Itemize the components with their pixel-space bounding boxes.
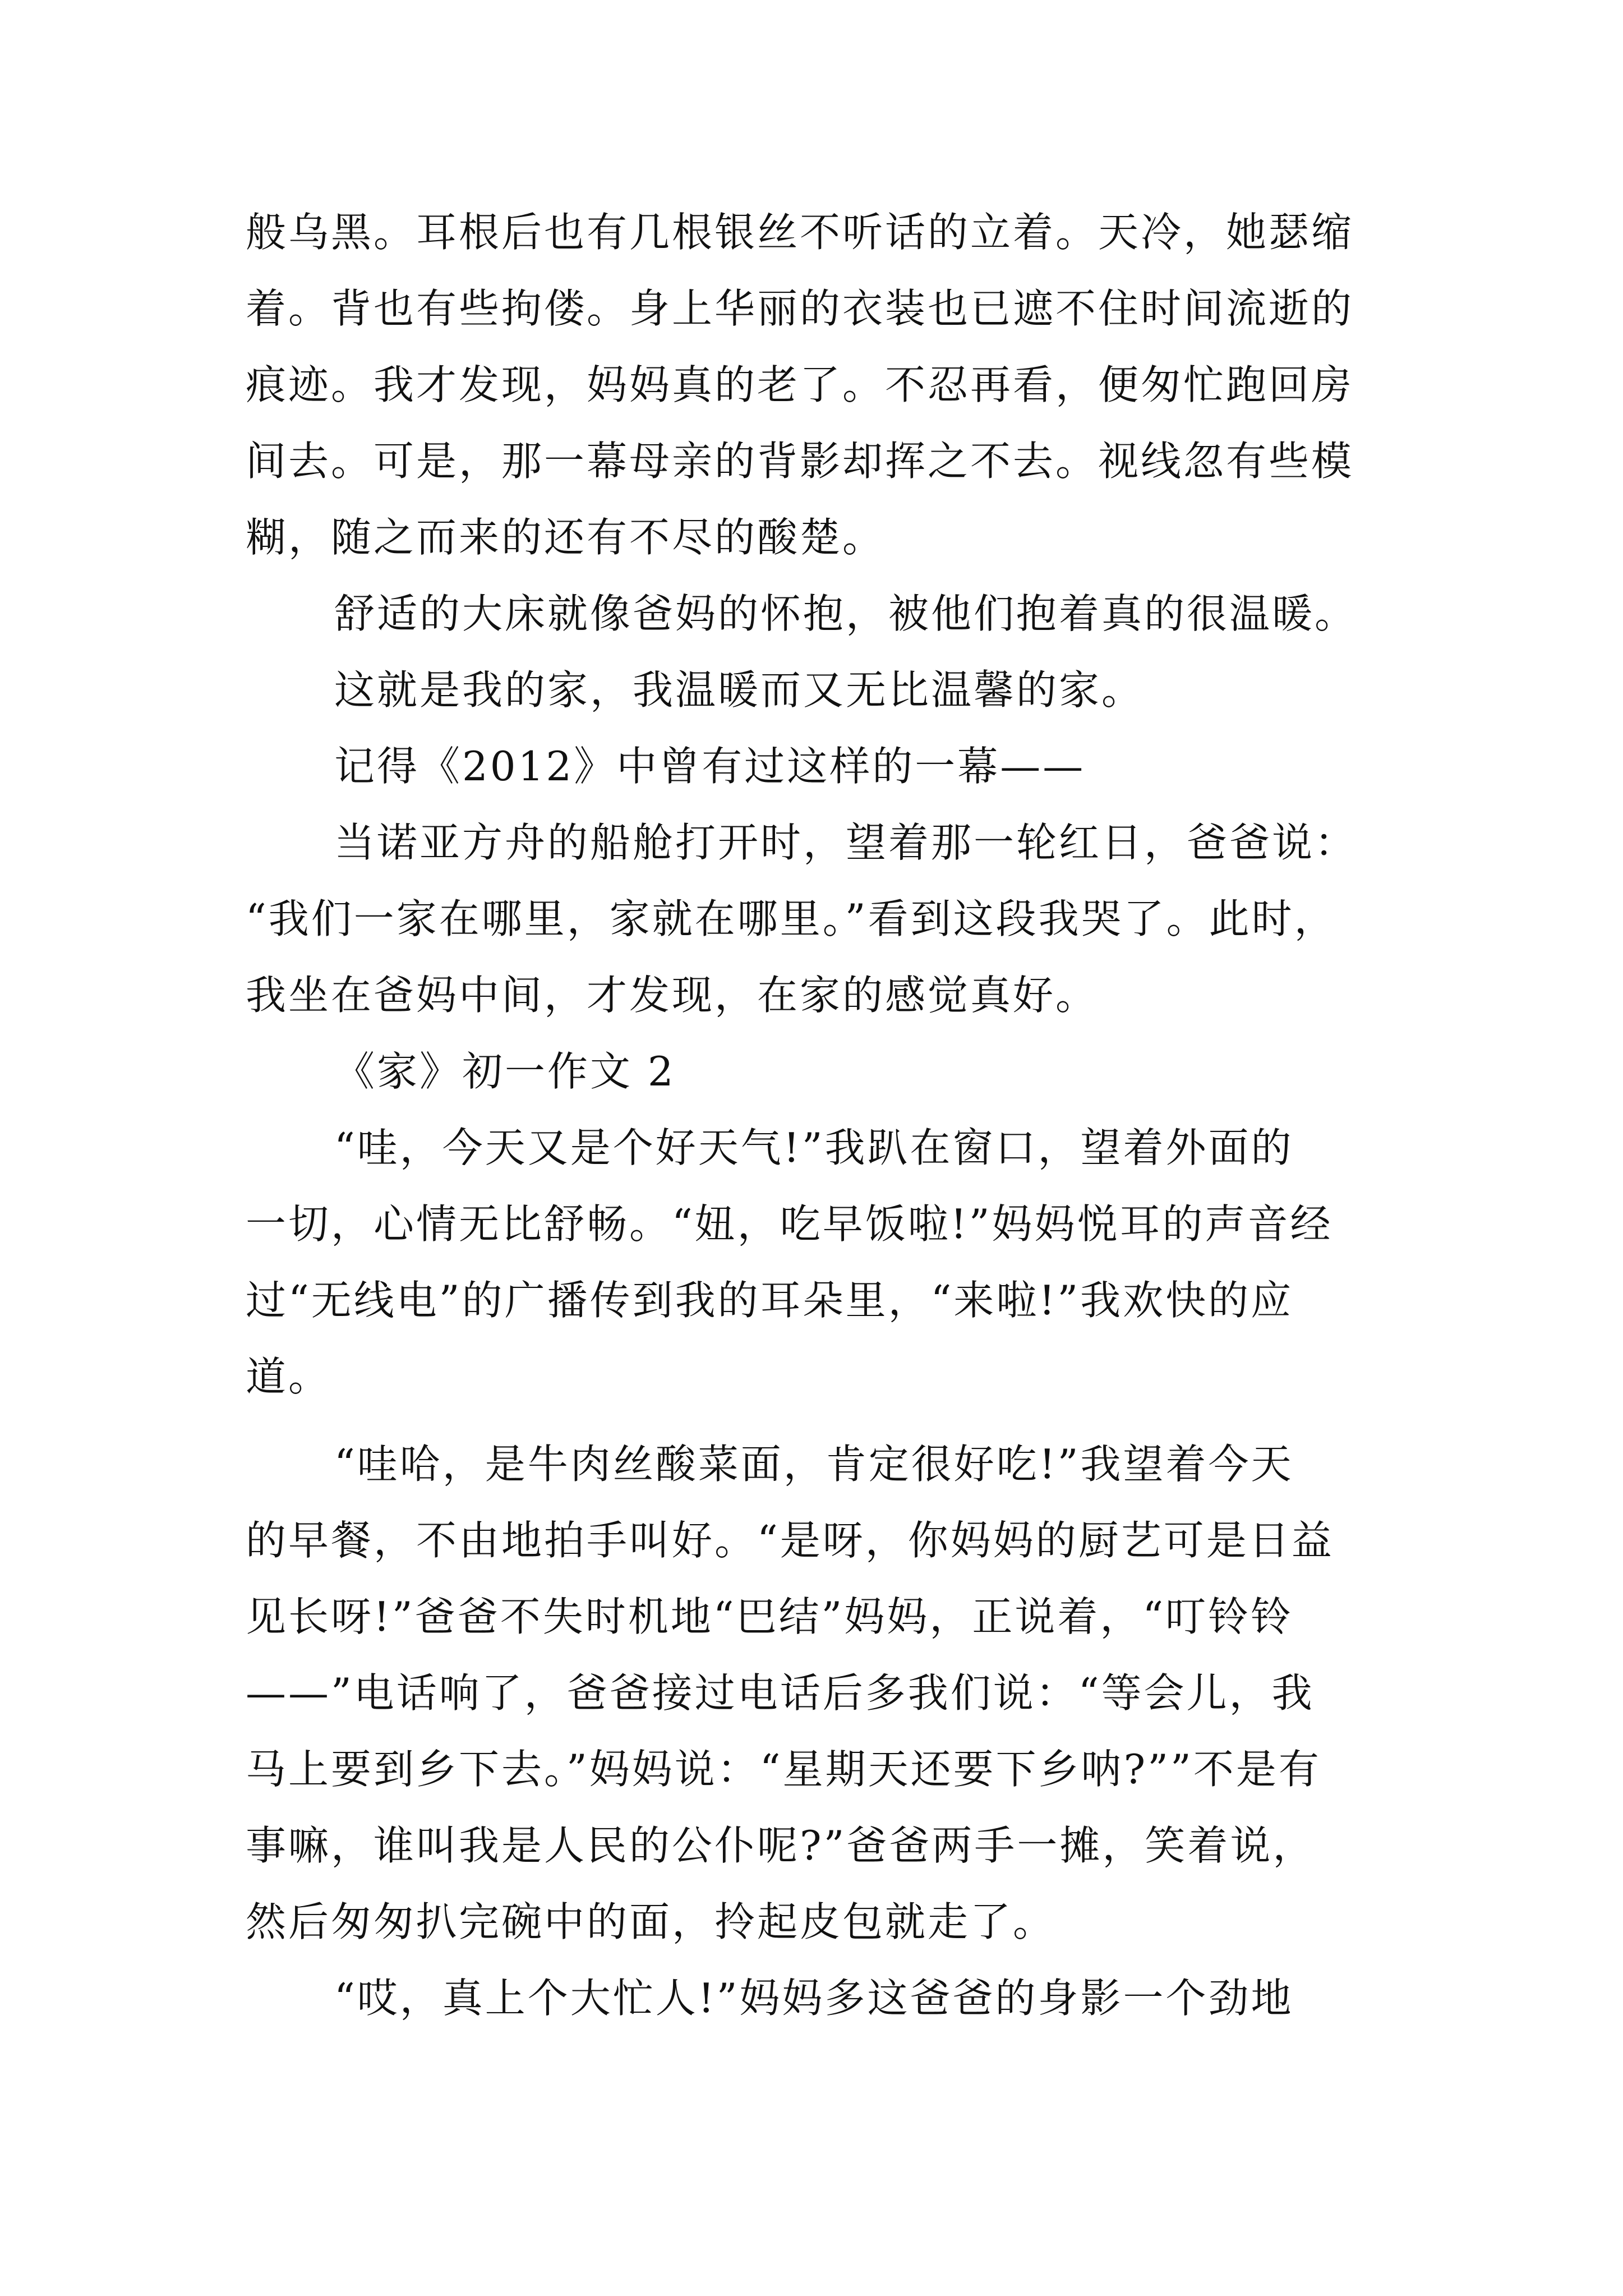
text-line: 着。背也有些拘偻。身上华丽的衣装也已遮不住时间流逝的	[246, 285, 1354, 332]
text-line: 记得《2012》中曾有过这样的一幕——	[334, 743, 1086, 790]
text-line: ——”电话响了，爸爸接过电话后多我们说：“等会儿，我	[246, 1669, 1315, 1717]
text-line: 道。	[246, 1353, 331, 1400]
text-line: 然后匆匆扒完碗中的面，拎起皮包就走了。	[246, 1898, 1056, 1945]
text-line: 舒适的大床就像爸妈的怀抱，被他们抱着真的很温暖。	[334, 590, 1358, 637]
text-line: 我坐在爸妈中间，才发现，在家的感觉真好。	[246, 972, 1099, 1019]
text-line: 事嘛，谁叫我是人民的公仆呢?”爸爸两手一摊，笑着说，	[246, 1822, 1316, 1869]
text-line: “我们一家在哪里，家就在哪里。”看到这段我哭了。此时，	[246, 895, 1337, 942]
text-line: 的早餐，不由地拍手叫好。“是呀，你妈妈的厨艺可是日益	[246, 1517, 1334, 1564]
text-line: 马上要到乡下去。”妈妈说：“星期天还要下乡呐?””不是有	[246, 1746, 1321, 1793]
text-line: 过“无线电”的广播传到我的耳朵里，“来啦!”我欢快的应	[246, 1277, 1294, 1324]
text-line: 当诺亚方舟的船舱打开时，望着那一轮红日，爸爸说：	[334, 819, 1358, 866]
text-line: 痕迹。我才发现，妈妈真的老了。不忍再看，便匆忙跑回房	[246, 361, 1354, 408]
text-line: 这就是我的家，我温暖而又无比温馨的家。	[334, 666, 1145, 714]
text-line: 见长呀!”爸爸不失时机地“巴结”妈妈，正说着，“叮铃铃	[246, 1593, 1294, 1640]
text-line: 糊，随之而来的还有不尽的酸楚。	[246, 514, 886, 561]
section-title: 《家》初一作文 2	[334, 1048, 676, 1095]
text-line: “哎，真上个大忙人!”妈妈多这爸爸的身影一个劲地	[334, 1975, 1294, 2022]
text-line: “哇哈，是牛肉丝酸菜面，肯定很好吃!”我望着今天	[334, 1441, 1294, 1488]
text-line: 间去。可是，那一幕母亲的背影却挥之不去。视线忽有些模	[246, 438, 1354, 485]
text-line: 一切，心情无比舒畅。“妞，吃早饭啦!”妈妈悦耳的声音经	[246, 1200, 1333, 1248]
text-line: “哇，今天又是个好天气!”我趴在窗口，望着外面的	[334, 1124, 1294, 1171]
text-line: 般乌黑。耳根后也有几根银丝不听话的立着。天冷，她瑟缩	[246, 209, 1354, 256]
